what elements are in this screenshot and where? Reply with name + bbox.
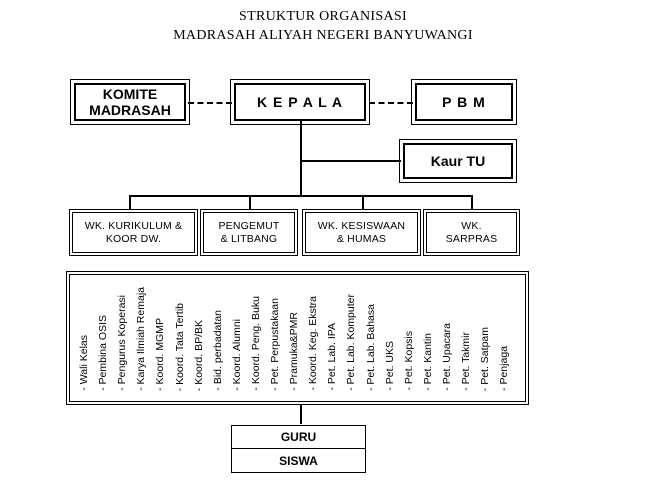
duties-guru-link <box>300 405 302 424</box>
duty-item: - Koord. MGMP <box>154 318 167 391</box>
duty-item: - Koord. Peng. Buku <box>249 296 262 391</box>
kaur-tu-box <box>403 143 513 179</box>
duty-item: - Wali Kelas <box>78 335 90 391</box>
duty-item: - Penjaga <box>498 346 511 391</box>
komite-label-line1: KOMITE <box>102 85 158 102</box>
duty-item: - Pengurus Koperasi <box>116 295 129 391</box>
duty-item: - Koord. Alumni <box>230 319 243 391</box>
guru-label: GURU <box>280 430 317 444</box>
wk-kurikulum-link <box>129 195 131 210</box>
kepala-label: K E P A L A <box>257 93 343 110</box>
kepala-trunk-line <box>300 120 302 196</box>
wk-kurikulum-line1: WK. KURIKULUM & <box>84 220 183 233</box>
pbm-box <box>415 83 513 121</box>
wakil-branch-line <box>129 195 472 197</box>
duty-item: - Pet. Kantin <box>421 333 434 391</box>
kepala-pbm-dashed-link <box>369 102 413 104</box>
pengemut-litbang-box <box>203 212 295 253</box>
wk-kurikulum-line2: KOOR DW. <box>105 232 162 245</box>
kaur-tu-link <box>300 160 401 162</box>
chart-subtitle: MADRASAH ALIYAH NEGERI BANYUWANGI <box>173 28 473 43</box>
kepala-box <box>234 83 366 121</box>
komite-label-line2: MADRASAH <box>89 102 171 118</box>
wk-kesiswaan-line1: WK. KESISWAAN <box>317 220 406 233</box>
duty-item: - Pet. Takmir <box>460 332 472 391</box>
wk-sarpras-line1: WK. <box>461 220 482 233</box>
wk-kesiswaan-link <box>362 195 364 210</box>
duty-item: - Bid. perbadatan <box>211 310 224 391</box>
guru-box <box>231 425 366 449</box>
siswa-box <box>231 448 366 473</box>
wk-kurikulum-box <box>72 212 195 253</box>
duty-item: - Pet. UKS <box>383 341 396 391</box>
duty-item: - Koord. Keg. Ekstra <box>307 296 320 391</box>
duty-item: - Pet. Satpam <box>479 326 492 391</box>
duty-item: - Pet. Lab. Bahasa <box>364 304 377 391</box>
pbm-label: P B M <box>442 93 486 110</box>
duty-item: - Pembina OSIS <box>97 315 110 391</box>
duty-item: - Pet. Kopsis <box>402 331 415 391</box>
chart-title: STRUKTUR ORGANISASI <box>239 9 407 24</box>
wk-kesiswaan-box <box>305 212 418 253</box>
duty-item: - Pramuka&PMR <box>288 312 301 391</box>
duty-item: - Pet. Upacara <box>440 323 453 391</box>
komite-madrasah-box <box>74 83 186 121</box>
komite-kepala-dashed-link <box>188 102 232 104</box>
duty-item: - Pet. Lab. Komputer <box>345 294 358 391</box>
wk-sarpras-box <box>426 212 517 253</box>
duty-item: - Koord. Tata Tertib <box>173 302 186 391</box>
pengemut-link <box>249 195 251 210</box>
siswa-label: SISWA <box>279 453 318 468</box>
duty-item: - Karya Ilmiah Remaja <box>135 287 148 391</box>
wk-kesiswaan-line2: & HUMAS <box>336 232 387 245</box>
pengemut-line2: & LITBANG <box>220 232 278 245</box>
pengemut-line1: PENGEMUT <box>218 220 280 233</box>
duty-item: - Pet. Lab. IPA <box>326 323 339 391</box>
duties-box <box>69 274 526 402</box>
wk-sarpras-link <box>471 195 473 210</box>
duty-item: - Koord. BP/BK <box>192 319 205 391</box>
duty-item: - Pet. Perpustakaan <box>269 298 281 391</box>
wk-sarpras-line2: SARPRAS <box>445 232 498 245</box>
kaur-tu-label: Kaur TU <box>430 152 486 169</box>
